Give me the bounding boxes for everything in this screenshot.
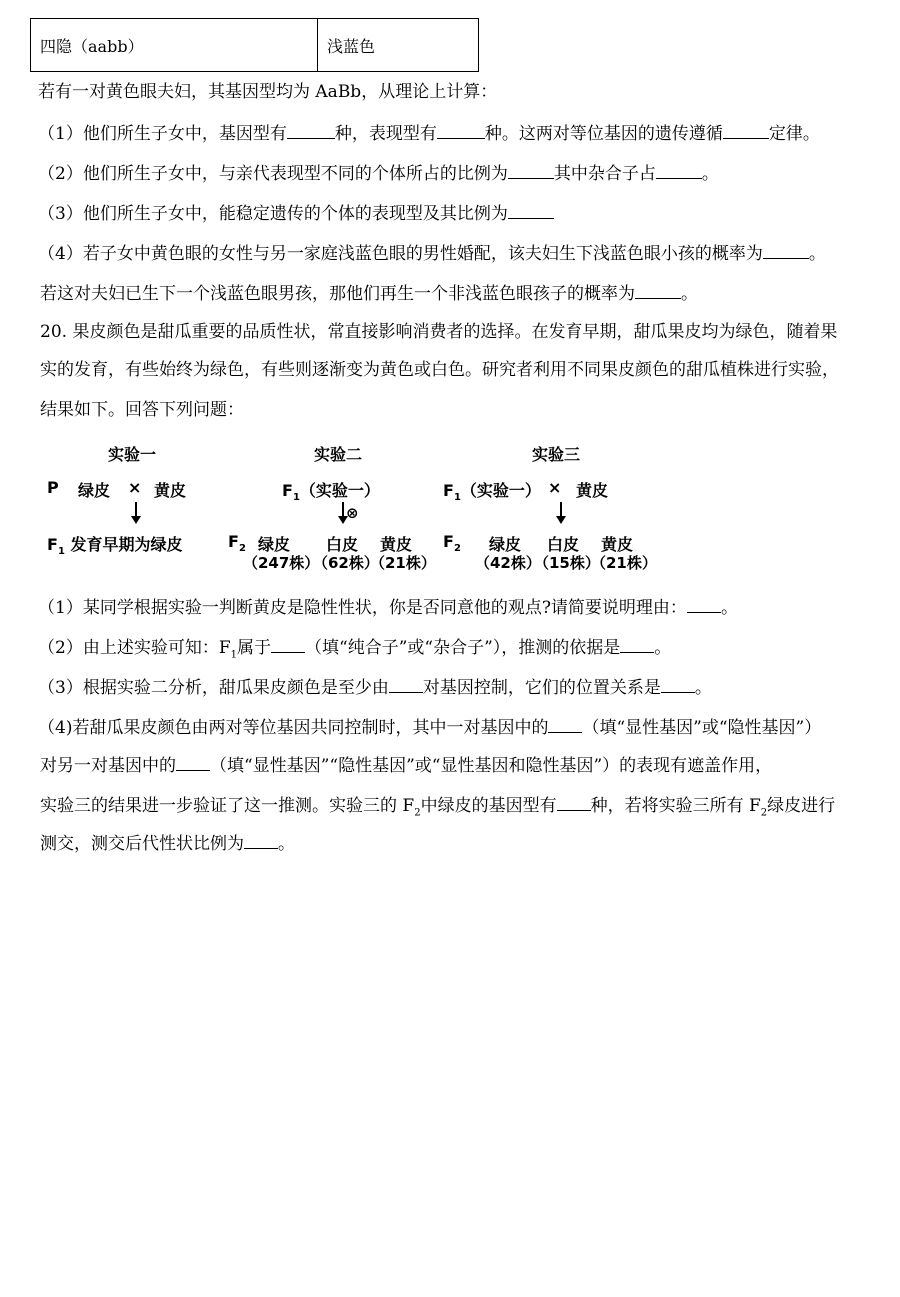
answer-blank[interactable] bbox=[635, 280, 681, 299]
exp2-count-white: （62株） bbox=[313, 554, 379, 572]
text: 。 bbox=[278, 834, 295, 854]
exp3-count-yellow: （21株） bbox=[591, 554, 657, 572]
text: （3）他们所生子女中，能稳定遗传的个体的表现型及其比例为 bbox=[38, 204, 508, 224]
text: 实验三的结果进一步验证了这一推测。实验三的 F bbox=[40, 796, 415, 816]
answer-blank[interactable] bbox=[548, 714, 582, 733]
exp3-title: 实验三 bbox=[532, 445, 581, 464]
genotype-cell: 四隐（aabb） bbox=[31, 19, 318, 72]
q19-part3 bbox=[38, 200, 554, 226]
text: （实验一） bbox=[460, 481, 541, 500]
text: 。 bbox=[654, 638, 672, 658]
text: F bbox=[282, 481, 293, 500]
text: （实验一） bbox=[299, 481, 380, 500]
exp2-count-yellow: （21株） bbox=[370, 554, 436, 572]
exp3-cross: × bbox=[548, 478, 562, 497]
text: F bbox=[443, 481, 454, 500]
exp2-green: 绿皮 bbox=[258, 535, 291, 554]
text: 。 bbox=[720, 598, 738, 618]
answer-blank[interactable] bbox=[176, 752, 210, 771]
q19-part5 bbox=[40, 280, 698, 306]
answer-blank[interactable] bbox=[687, 594, 721, 613]
text: 1 bbox=[57, 546, 65, 558]
q20-line1: 20. 果皮颜色是甜瓜重要的品质性状，常直接影响消费者的选择。在发育早期，甜瓜果皮均为绿色，随着果 bbox=[40, 322, 838, 342]
text: 1 bbox=[453, 492, 461, 504]
exp2-title: 实验二 bbox=[314, 445, 363, 464]
q19-part2 bbox=[38, 160, 719, 186]
q19-part4 bbox=[38, 240, 826, 266]
exp2-count-green: （247株） bbox=[243, 554, 320, 572]
exp3-count-white: （15株） bbox=[534, 554, 600, 572]
text: 。 bbox=[694, 678, 712, 698]
exp3-f2-label bbox=[443, 532, 461, 554]
exp3-white: 白皮 bbox=[547, 535, 580, 554]
exp1-green: 绿皮 bbox=[78, 481, 111, 500]
q20-line3: 结果如下。回答下列问题： bbox=[40, 400, 244, 420]
color-cell: 浅蓝色 bbox=[318, 19, 479, 72]
answer-blank[interactable] bbox=[437, 120, 485, 139]
text: 属于 bbox=[237, 638, 271, 658]
exp1-title: 实验一 bbox=[108, 445, 157, 464]
text: 2 bbox=[760, 807, 768, 819]
exp1-f1 bbox=[47, 532, 183, 557]
text: 中绿皮的基因型有 bbox=[420, 796, 557, 816]
text: 发育早期为绿皮 bbox=[70, 535, 183, 554]
text: 定律。 bbox=[768, 124, 820, 144]
text: （4)若甜瓜果皮颜色由两对等位基因共同控制时，其中一对基因中的 bbox=[38, 718, 549, 738]
q20-line2: 实的发育，有些始终为绿色，有些则逐渐变为黄色或白色。研究者利用不同果皮颜色的甜瓜植株进行实验， bbox=[40, 360, 839, 380]
text: 。 bbox=[701, 164, 719, 184]
answer-blank[interactable] bbox=[271, 634, 305, 653]
answer-blank[interactable] bbox=[661, 674, 695, 693]
sub-q3 bbox=[38, 674, 712, 700]
text: 对另一对基因中的 bbox=[40, 756, 176, 776]
text: （填“显性基因”“隐性基因”或“显性基因和隐性基因”）的表现有遮盖作用， bbox=[210, 756, 773, 776]
text: （1）某同学根据实验一判断黄皮是隐性性状，你是否同意他的观点?请简要说明理由： bbox=[38, 598, 687, 618]
text: 测交，测交后代性状比例为 bbox=[40, 834, 244, 854]
answer-blank[interactable] bbox=[389, 674, 423, 693]
text: 1 bbox=[292, 492, 300, 504]
text: 种。这两对等位基因的遗传遵循 bbox=[484, 124, 723, 144]
text: （2）他们所生子女中，与亲代表现型不同的个体所占的比例为 bbox=[38, 164, 508, 184]
answer-blank[interactable] bbox=[508, 200, 554, 219]
sub-q2 bbox=[38, 634, 671, 667]
exp3-yellow: 黄皮 bbox=[576, 481, 609, 500]
text: （4）若子女中黄色眼的女性与另一家庭浅蓝色眼的男性婚配，该夫妇生下浅蓝色眼小孩的概率为 bbox=[38, 244, 763, 264]
text: （3）根据实验二分析，甜瓜果皮颜色是至少由 bbox=[38, 678, 389, 698]
text: 若这对夫妇已生下一个浅蓝色眼男孩，那他们再生一个非浅蓝色眼孩子的概率为 bbox=[40, 284, 635, 304]
table-row bbox=[31, 19, 479, 72]
text: 。 bbox=[681, 284, 698, 304]
text: 对基因控制，它们的位置关系是 bbox=[422, 678, 661, 698]
arrows bbox=[0, 430, 900, 580]
answer-blank[interactable] bbox=[287, 120, 335, 139]
answer-blank[interactable] bbox=[244, 830, 278, 849]
experiment-diagram bbox=[0, 430, 900, 580]
p-label: P bbox=[47, 478, 59, 497]
text: 绿皮进行 bbox=[767, 796, 836, 816]
sub-q4-line3 bbox=[40, 792, 835, 825]
answer-blank[interactable] bbox=[656, 160, 702, 179]
sub-q4-line4 bbox=[40, 830, 295, 856]
sub-q4-line1 bbox=[38, 714, 821, 740]
exp3-count-green: （42株） bbox=[475, 554, 541, 572]
text: F bbox=[228, 532, 239, 551]
answer-blank[interactable] bbox=[723, 120, 769, 139]
answer-blank[interactable] bbox=[557, 792, 591, 811]
exp3-yellow-f2: 黄皮 bbox=[601, 535, 634, 554]
answer-blank[interactable] bbox=[620, 634, 654, 653]
answer-blank[interactable] bbox=[508, 160, 554, 179]
exp1-cross: × bbox=[128, 478, 142, 497]
exp3-green: 绿皮 bbox=[489, 535, 522, 554]
text: 其中杂合子占 bbox=[553, 164, 656, 184]
intro-text: 若有一对黄色眼夫妇，其基因型均为 AaBb，从理论上计算： bbox=[38, 82, 498, 102]
text: F bbox=[47, 535, 58, 554]
text: 种，表现型有 bbox=[334, 124, 437, 144]
text: 1 bbox=[230, 649, 237, 661]
text: 种，若将实验三所有 F bbox=[590, 796, 761, 816]
exp3-arrow bbox=[556, 502, 566, 524]
q19-part1 bbox=[38, 120, 820, 146]
exp2-white: 白皮 bbox=[326, 535, 359, 554]
text: 。 bbox=[808, 244, 826, 264]
sub-q1 bbox=[38, 594, 738, 620]
text: 2 bbox=[414, 807, 421, 819]
sub-q4-line2 bbox=[40, 752, 772, 778]
text: （1）他们所生子女中，基因型有 bbox=[38, 124, 287, 144]
text: F bbox=[443, 532, 454, 551]
selfing-icon: ⊗ bbox=[346, 504, 359, 522]
exp2-f2-label bbox=[228, 532, 246, 554]
text: 2 bbox=[453, 543, 461, 555]
exp1-arrow bbox=[131, 502, 141, 524]
text: （填“显性基因”或“隐性基因”） bbox=[582, 718, 822, 738]
text: （2）由上述实验可知：F bbox=[38, 638, 231, 658]
answer-blank[interactable] bbox=[763, 240, 809, 259]
exp2-yellow: 黄皮 bbox=[380, 535, 413, 554]
text: 2 bbox=[238, 543, 246, 555]
text: （填“纯合子”或“杂合子”），推测的依据是 bbox=[305, 638, 621, 658]
phenotype-table bbox=[30, 18, 479, 72]
exp1-yellow: 黄皮 bbox=[154, 481, 187, 500]
